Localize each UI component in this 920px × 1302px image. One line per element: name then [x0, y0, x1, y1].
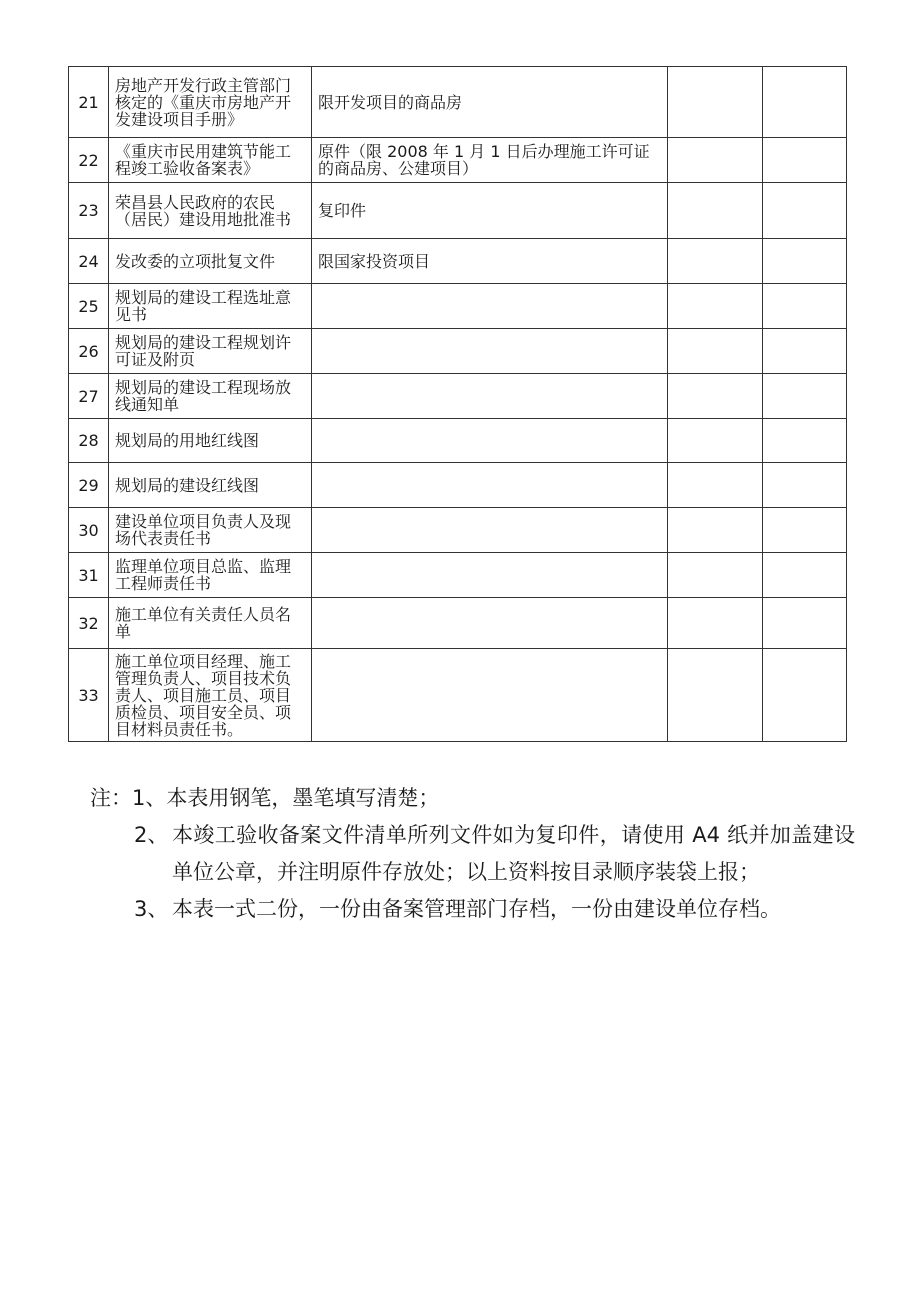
- table-row: [69, 463, 847, 508]
- row-number: 23: [69, 183, 109, 239]
- blank-cell: [668, 649, 763, 742]
- table-row: [69, 508, 847, 553]
- row-number: 25: [69, 284, 109, 329]
- table-row: [69, 67, 847, 138]
- document-note: 限开发项目的商品房: [312, 67, 668, 138]
- table-row: [69, 374, 847, 419]
- blank-cell: [668, 463, 763, 508]
- document-name: 荣昌县人民政府的农民（居民）建设用地批准书: [109, 183, 312, 239]
- blank-cell: [763, 553, 847, 598]
- row-number: 21: [69, 67, 109, 138]
- note-item-number: 3、: [134, 897, 169, 921]
- blank-cell: [763, 239, 847, 284]
- document-note: 原件（限 2008 年 1 月 1 日后办理施工许可证的商品房、公建项目）: [312, 138, 668, 183]
- row-number: 32: [69, 598, 109, 649]
- document-table: [68, 66, 847, 742]
- document-name: 发改委的立项批复文件: [109, 239, 312, 284]
- blank-cell: [668, 67, 763, 138]
- document-name: 规划局的用地红线图: [109, 419, 312, 463]
- note-item-text: 本竣工验收备案文件清单所列文件如为复印件，请使用 A4 纸并加盖建设单位公章，并注明原件存放处；以上资料按目录顺序装袋上报；: [172, 823, 855, 884]
- row-number: 22: [69, 138, 109, 183]
- document-name: 施工单位有关责任人员名单: [109, 598, 312, 649]
- document-name: 规划局的建设工程选址意见书: [109, 284, 312, 329]
- row-number: 27: [69, 374, 109, 419]
- document-note: [312, 374, 668, 419]
- blank-cell: [668, 598, 763, 649]
- table-row: [69, 598, 847, 649]
- blank-cell: [763, 508, 847, 553]
- blank-cell: [668, 508, 763, 553]
- note-item-2: [134, 817, 855, 891]
- table-row: [69, 553, 847, 598]
- row-number: 28: [69, 419, 109, 463]
- table-row: [69, 284, 847, 329]
- row-number: 26: [69, 329, 109, 374]
- document-note: [312, 329, 668, 374]
- row-number: 33: [69, 649, 109, 742]
- blank-cell: [668, 374, 763, 419]
- blank-cell: [668, 329, 763, 374]
- document-name: 施工单位项目经理、施工管理负责人、项目技术负责人、项目施工员、项目质检员、项目安全员、项目材料员责任书。: [109, 649, 312, 742]
- table-row: [69, 419, 847, 463]
- document-note: [312, 508, 668, 553]
- document-note: [312, 284, 668, 329]
- document-note: [312, 553, 668, 598]
- note-item-1: 注：1、本表用钢笔，墨笔填写清楚；: [90, 786, 440, 810]
- blank-cell: [763, 374, 847, 419]
- table-row: [69, 649, 847, 742]
- document-name: 规划局的建设红线图: [109, 463, 312, 508]
- document-note: [312, 649, 668, 742]
- blank-cell: [763, 183, 847, 239]
- blank-cell: [763, 463, 847, 508]
- table-row: [69, 183, 847, 239]
- document-note: 复印件: [312, 183, 668, 239]
- row-number: 24: [69, 239, 109, 284]
- document-name: 监理单位项目总监、监理工程师责任书: [109, 553, 312, 598]
- blank-cell: [763, 329, 847, 374]
- document-note: [312, 463, 668, 508]
- blank-cell: [668, 419, 763, 463]
- blank-cell: [763, 67, 847, 138]
- document-name: 规划局的建设工程现场放线通知单: [109, 374, 312, 419]
- blank-cell: [668, 553, 763, 598]
- table-row: [69, 138, 847, 183]
- note-item-number: 2、: [134, 823, 169, 847]
- blank-cell: [668, 183, 763, 239]
- row-number: 29: [69, 463, 109, 508]
- table-row: [69, 239, 847, 284]
- document-name: 房地产开发行政主管部门核定的《重庆市房地产开发建设项目手册》: [109, 67, 312, 138]
- document-note: [312, 598, 668, 649]
- blank-cell: [763, 284, 847, 329]
- blank-cell: [763, 649, 847, 742]
- document-note: [312, 419, 668, 463]
- document-note: 限国家投资项目: [312, 239, 668, 284]
- table-row: [69, 329, 847, 374]
- blank-cell: [668, 239, 763, 284]
- blank-cell: [668, 284, 763, 329]
- document-name: 《重庆市民用建筑节能工程竣工验收备案表》: [109, 138, 312, 183]
- document-name: 建设单位项目负责人及现场代表责任书: [109, 508, 312, 553]
- blank-cell: [763, 138, 847, 183]
- document-name: 规划局的建设工程规划许可证及附页: [109, 329, 312, 374]
- note-item-3: [134, 891, 855, 928]
- blank-cell: [763, 598, 847, 649]
- notes-section: [90, 780, 855, 928]
- row-number: 30: [69, 508, 109, 553]
- blank-cell: [763, 419, 847, 463]
- row-number: 31: [69, 553, 109, 598]
- blank-cell: [668, 138, 763, 183]
- note-item-text: 本表一式二份，一份由备案管理部门存档，一份由建设单位存档。: [172, 897, 781, 921]
